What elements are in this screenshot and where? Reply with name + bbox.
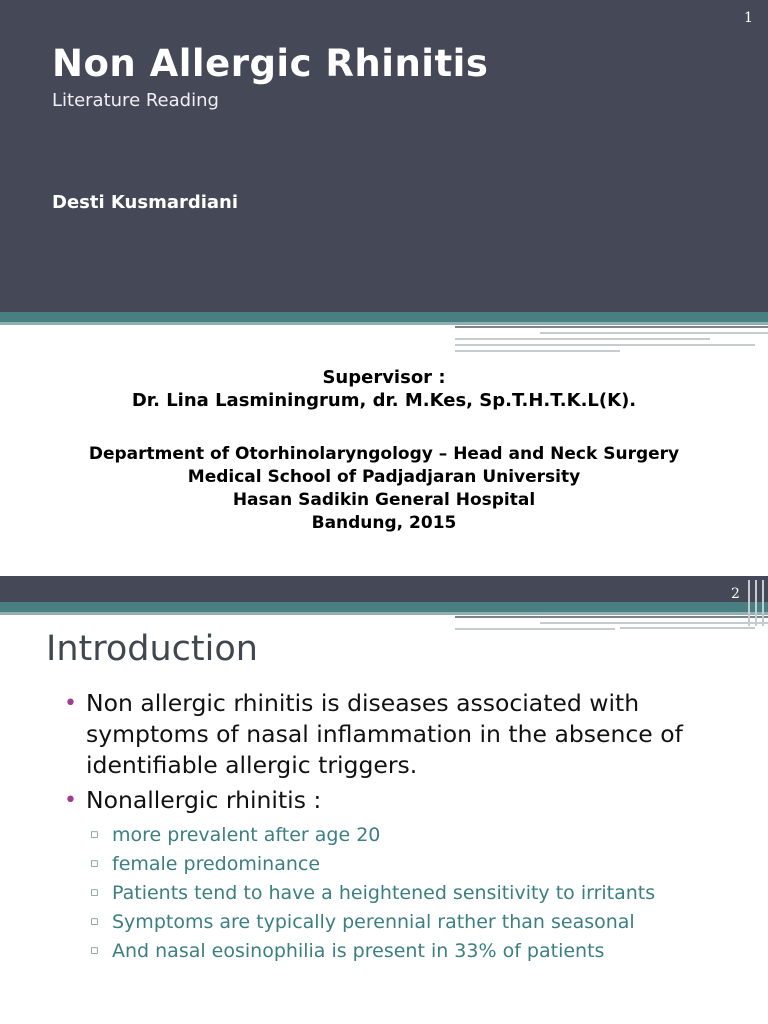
slide-number: 2 [731, 586, 740, 602]
teal-stripe [0, 312, 768, 322]
affiliation-line: Hasan Sadikin General Hospital [232, 490, 536, 510]
slide-gap [0, 562, 768, 576]
affiliation-block [0, 443, 768, 535]
square-bullet-icon: ▫ [90, 856, 99, 871]
bullet-item [60, 688, 740, 781]
header-banner [0, 576, 768, 602]
bullet-list [60, 688, 740, 968]
sub-bullet-text: Patients tend to have a heightened sensitivity to irritants [112, 882, 656, 904]
teal-stripe-thin [0, 322, 768, 325]
teal-stripe-thin [0, 612, 768, 615]
supervisor-label: Supervisor : [322, 367, 446, 388]
slide-title: Introduction [46, 629, 258, 669]
bullet-item [60, 785, 740, 964]
sub-bullet-item [86, 851, 740, 877]
author-name: Desti Kusmardiani [52, 192, 239, 213]
supervisor-block [0, 366, 768, 412]
sub-bullet-item [86, 909, 740, 935]
slide-number: 1 [744, 10, 753, 26]
slide-subtitle: Literature Reading [52, 90, 219, 111]
square-bullet-icon: ▫ [90, 885, 99, 900]
sub-bullet-item [86, 938, 740, 964]
square-bullet-icon: ▫ [90, 827, 99, 842]
sub-bullet-text: more prevalent after age 20 [112, 824, 381, 846]
bullet-icon: • [64, 691, 77, 716]
affiliation-line: Department of Otorhinolaryngology – Head and Neck Surgery [88, 444, 680, 464]
sub-bullet-item [86, 822, 740, 848]
bullet-icon: • [64, 788, 77, 813]
supervisor-name: Dr. Lina Lasminingrum, dr. M.Kes, Sp.T.H.T.K.L(K). [131, 390, 637, 411]
teal-stripe [0, 602, 768, 612]
sub-bullet-text: And nasal eosinophilia is present in 33% of patients [112, 940, 605, 962]
affiliation-line: Bandung, 2015 [311, 513, 457, 533]
affiliation-line: Medical School of Padjadjaran University [187, 467, 581, 487]
sub-bullet-item [86, 880, 740, 906]
sub-bullet-text: female predominance [112, 853, 321, 875]
slide-title: Non Allergic Rhinitis [52, 42, 489, 85]
sub-bullet-list [86, 822, 740, 964]
bullet-text: Non allergic rhinitis is diseases associated with symptoms of nasal inflammation in the absence of identifiable allergic triggers. [86, 689, 683, 779]
bullet-text: Nonallergic rhinitis : [86, 786, 322, 814]
square-bullet-icon: ▫ [90, 943, 99, 958]
square-bullet-icon: ▫ [90, 914, 99, 929]
slide-2 [0, 576, 768, 1024]
sub-bullet-text: Symptoms are typically perennial rather than seasonal [112, 911, 635, 933]
